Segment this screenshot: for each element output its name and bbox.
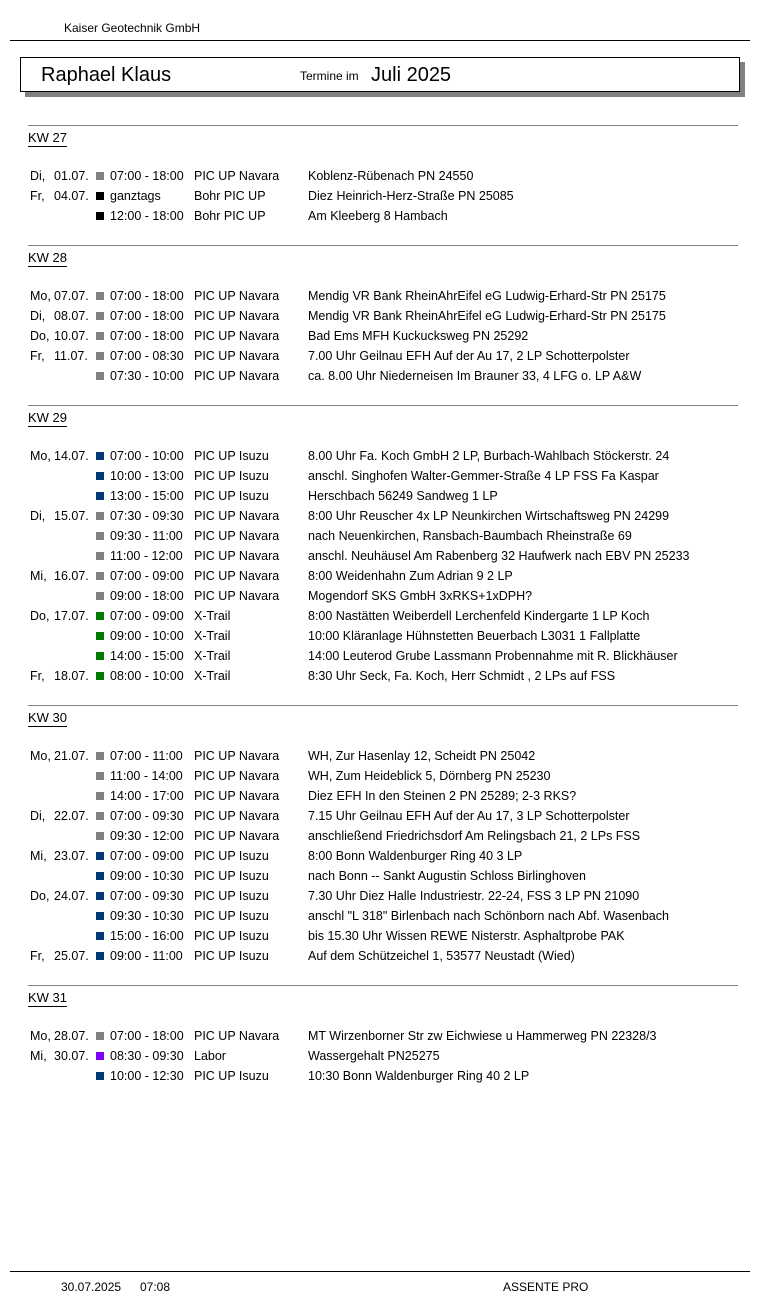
appointment-row[interactable] bbox=[28, 887, 738, 907]
time-range: 07:30 - 10:00 bbox=[110, 369, 184, 383]
description: Wassergehalt PN25275 bbox=[308, 1049, 440, 1063]
resource: PIC UP Navara bbox=[194, 529, 280, 543]
time-range: 14:00 - 15:00 bbox=[110, 649, 184, 663]
time-range: 07:00 - 18:00 bbox=[110, 169, 184, 183]
date: 14.07. bbox=[54, 449, 89, 463]
time-range: 09:00 - 18:00 bbox=[110, 589, 184, 603]
description: Herschbach 56249 Sandweg 1 LP bbox=[308, 489, 498, 503]
time-range: 07:00 - 18:00 bbox=[110, 1029, 184, 1043]
description: 8:00 Weidenhahn Zum Adrian 9 2 LP bbox=[308, 569, 513, 583]
resource: PIC UP Navara bbox=[194, 549, 280, 563]
time-range: 09:00 - 11:00 bbox=[110, 949, 183, 963]
weekday: Mi, bbox=[30, 849, 47, 863]
description: 8:00 Nastätten Weiberdell Lerchenfeld Kindergarte 1 LP Koch bbox=[308, 609, 650, 623]
week-section bbox=[28, 245, 738, 387]
resource-color-square-icon bbox=[96, 1032, 104, 1040]
resource-color-square-icon bbox=[96, 872, 104, 880]
weekday: Di, bbox=[30, 169, 46, 183]
resource: PIC UP Navara bbox=[194, 1029, 280, 1043]
resource: PIC UP Isuzu bbox=[194, 469, 269, 483]
weekday: Di, bbox=[30, 309, 46, 323]
week-label: KW 30 bbox=[28, 710, 68, 725]
resource-color-square-icon bbox=[96, 832, 104, 840]
resource: PIC UP Navara bbox=[194, 749, 280, 763]
weekday: Do, bbox=[30, 609, 50, 623]
resource: PIC UP Navara bbox=[194, 829, 280, 843]
resource-color-square-icon bbox=[96, 1052, 104, 1060]
resource: X-Trail bbox=[194, 609, 231, 623]
resource: Bohr PIC UP bbox=[194, 189, 266, 203]
weekday: Do, bbox=[30, 329, 50, 343]
resource-color-square-icon bbox=[96, 212, 104, 220]
weekday: Do, bbox=[30, 889, 50, 903]
weekday: Fr, bbox=[30, 949, 45, 963]
time-range: 07:00 - 11:00 bbox=[110, 749, 183, 763]
week-divider bbox=[28, 125, 738, 126]
time-range: 12:00 - 18:00 bbox=[110, 209, 184, 223]
time-range: 07:00 - 18:00 bbox=[110, 309, 184, 323]
time-range: 07:00 - 09:00 bbox=[110, 849, 184, 863]
time-range: 09:30 - 11:00 bbox=[110, 529, 183, 543]
date: 23.07. bbox=[54, 849, 89, 863]
resource-color-square-icon bbox=[96, 652, 104, 660]
description: anschließend Friedrichsdorf Am Relingsbach 21, 2 LPs FSS bbox=[308, 829, 641, 843]
appointment-row[interactable] bbox=[28, 867, 738, 887]
resource-color-square-icon bbox=[96, 632, 104, 640]
appointment-row[interactable] bbox=[28, 327, 738, 347]
date: 07.07. bbox=[54, 289, 89, 303]
resource: PIC UP Navara bbox=[194, 329, 280, 343]
resource: X-Trail bbox=[194, 649, 231, 663]
resource: PIC UP Isuzu bbox=[194, 849, 269, 863]
weekday: Di, bbox=[30, 809, 46, 823]
appointment-row[interactable] bbox=[28, 907, 738, 927]
appointment-row[interactable] bbox=[28, 367, 738, 387]
resource-color-square-icon bbox=[96, 612, 104, 620]
footer-divider bbox=[10, 1271, 750, 1272]
description: nach Neuenkirchen, Ransbach-Baumbach Rheinstraße 69 bbox=[308, 529, 632, 543]
week-section bbox=[28, 705, 738, 967]
appointment-row[interactable] bbox=[28, 587, 738, 607]
description: 14:00 Leuterod Grube Lassmann Probennahme mit R. Blickhäuser bbox=[308, 649, 678, 663]
week-label: KW 27 bbox=[28, 130, 68, 145]
appointment-row[interactable] bbox=[28, 447, 738, 467]
date: 18.07. bbox=[54, 669, 89, 683]
date: 24.07. bbox=[54, 889, 89, 903]
weekday: Mo, bbox=[30, 289, 51, 303]
appointment-row[interactable] bbox=[28, 567, 738, 587]
description: Mendig VR Bank RheinAhrEifel eG Ludwig-Erhard-Str PN 25175 bbox=[308, 309, 666, 323]
resource-color-square-icon bbox=[96, 312, 104, 320]
date: 28.07. bbox=[54, 1029, 89, 1043]
footer-time: 07:08 bbox=[140, 1280, 171, 1294]
resource-color-square-icon bbox=[96, 792, 104, 800]
weekday: Fr, bbox=[30, 349, 45, 363]
resource-color-square-icon bbox=[96, 292, 104, 300]
weekday: Mo, bbox=[30, 1029, 51, 1043]
footer-date: 30.07.2025 bbox=[61, 1280, 122, 1294]
resource-color-square-icon bbox=[96, 372, 104, 380]
resource: PIC UP Navara bbox=[194, 369, 280, 383]
description: Bad Ems MFH Kuckucksweg PN 25292 bbox=[308, 329, 529, 343]
resource: PIC UP Navara bbox=[194, 569, 280, 583]
week-divider bbox=[28, 705, 738, 706]
time-range: 08:30 - 09:30 bbox=[110, 1049, 184, 1063]
resource-color-square-icon bbox=[96, 892, 104, 900]
resource-color-square-icon bbox=[96, 912, 104, 920]
appointment-row[interactable] bbox=[28, 847, 738, 867]
description: 7.15 Uhr Geilnau EFH Auf der Au 17, 3 LP Schotterpolster bbox=[308, 809, 630, 823]
appointment-row[interactable] bbox=[28, 207, 738, 227]
date: 08.07. bbox=[54, 309, 89, 323]
appointment-list bbox=[28, 287, 738, 387]
time-range: 07:00 - 18:00 bbox=[110, 289, 184, 303]
appointment-row[interactable] bbox=[28, 467, 738, 487]
appointment-list bbox=[28, 167, 738, 227]
date: 11.07. bbox=[54, 349, 88, 363]
description: anschl. Neuhäusel Am Rabenberg 32 Haufwerk nach EBV PN 25233 bbox=[308, 549, 690, 563]
weekday: Di, bbox=[30, 509, 46, 523]
resource: Bohr PIC UP bbox=[194, 209, 266, 223]
time-range: 11:00 - 14:00 bbox=[110, 769, 183, 783]
title-subtitle: Termine im bbox=[300, 69, 359, 83]
appointment-row[interactable] bbox=[28, 307, 738, 327]
appointment-row[interactable] bbox=[28, 507, 738, 527]
time-range: 15:00 - 16:00 bbox=[110, 929, 184, 943]
weekday: Fr, bbox=[30, 189, 45, 203]
date: 04.07. bbox=[54, 189, 89, 203]
time-range: 10:00 - 12:30 bbox=[110, 1069, 184, 1083]
resource: PIC UP Navara bbox=[194, 289, 280, 303]
appointment-row[interactable] bbox=[28, 607, 738, 627]
weekday: Mo, bbox=[30, 449, 51, 463]
description: WH, Zur Hasenlay 12, Scheidt PN 25042 bbox=[308, 749, 536, 763]
week-divider bbox=[28, 985, 738, 986]
footer-app-name: ASSENTE PRO bbox=[503, 1280, 589, 1294]
weekday: Mo, bbox=[30, 749, 51, 763]
description: ca. 8.00 Uhr Niederneisen Im Brauner 33, 4 LFG o. LP A&W bbox=[308, 369, 642, 383]
time-range: 09:30 - 12:00 bbox=[110, 829, 184, 843]
description: Diez Heinrich-Herz-Straße PN 25085 bbox=[308, 189, 514, 203]
time-range: 07:00 - 09:30 bbox=[110, 889, 184, 903]
title-month: Juli 2025 bbox=[371, 64, 452, 86]
description: nach Bonn -- Sankt Augustin Schloss Birlinghoven bbox=[308, 869, 586, 883]
time-range: ganztags bbox=[110, 189, 161, 203]
appointment-row[interactable] bbox=[28, 627, 738, 647]
appointment-row[interactable] bbox=[28, 807, 738, 827]
appointment-row[interactable] bbox=[28, 827, 738, 847]
description: Auf dem Schützeichel 1, 53577 Neustadt (Wied) bbox=[308, 949, 575, 963]
appointment-row[interactable] bbox=[28, 1047, 738, 1067]
date: 30.07. bbox=[54, 1049, 89, 1063]
resource-color-square-icon bbox=[96, 772, 104, 780]
resource: PIC UP Isuzu bbox=[194, 929, 269, 943]
resource-color-square-icon bbox=[96, 952, 104, 960]
appointment-row[interactable] bbox=[28, 767, 738, 787]
description: anschl "L 318" Birlenbach nach Schönborn nach Abf. Wasenbach bbox=[308, 909, 669, 923]
resource-color-square-icon bbox=[96, 752, 104, 760]
resource: X-Trail bbox=[194, 629, 231, 643]
description: 10:30 Bonn Waldenburger Ring 40 2 LP bbox=[308, 1069, 530, 1083]
resource-color-square-icon bbox=[96, 352, 104, 360]
date: 17.07. bbox=[54, 609, 89, 623]
resource: X-Trail bbox=[194, 669, 231, 683]
resource: PIC UP Isuzu bbox=[194, 449, 269, 463]
company-name: Kaiser Geotechnik GmbH bbox=[64, 21, 201, 35]
resource: PIC UP Navara bbox=[194, 169, 280, 183]
weekday: Mi, bbox=[30, 1049, 47, 1063]
description: 7.00 Uhr Geilnau EFH Auf der Au 17, 2 LP Schotterpolster bbox=[308, 349, 630, 363]
description: 8:00 Bonn Waldenburger Ring 40 3 LP bbox=[308, 849, 523, 863]
appointment-row[interactable] bbox=[28, 647, 738, 667]
appointment-row[interactable] bbox=[28, 527, 738, 547]
time-range: 07:00 - 10:00 bbox=[110, 449, 184, 463]
resource: PIC UP Navara bbox=[194, 769, 280, 783]
time-range: 07:00 - 09:00 bbox=[110, 609, 184, 623]
time-range: 08:00 - 10:00 bbox=[110, 669, 184, 683]
resource-color-square-icon bbox=[96, 852, 104, 860]
time-range: 10:00 - 13:00 bbox=[110, 469, 184, 483]
description: 8:30 Uhr Seck, Fa. Koch, Herr Schmidt , 2 LPs auf FSS bbox=[308, 669, 616, 683]
appointment-row[interactable] bbox=[28, 1067, 738, 1087]
resource: PIC UP Isuzu bbox=[194, 489, 269, 503]
week-label: KW 31 bbox=[28, 990, 68, 1005]
description: anschl. Singhofen Walter-Gemmer-Straße 4 LP FSS Fa Kaspar bbox=[308, 469, 659, 483]
resource-color-square-icon bbox=[96, 552, 104, 560]
description: Koblenz-Rübenach PN 24550 bbox=[308, 169, 474, 183]
time-range: 07:30 - 09:30 bbox=[110, 509, 184, 523]
description: Am Kleeberg 8 Hambach bbox=[308, 209, 448, 223]
date: 22.07. bbox=[54, 809, 89, 823]
resource: PIC UP Navara bbox=[194, 309, 280, 323]
resource-color-square-icon bbox=[96, 512, 104, 520]
appointment-row[interactable] bbox=[28, 1027, 738, 1047]
appointment-row[interactable] bbox=[28, 947, 738, 967]
time-range: 09:00 - 10:00 bbox=[110, 629, 184, 643]
week-divider bbox=[28, 405, 738, 406]
description: MT Wirzenborner Str zw Eichwiese u Hammerweg PN 22328/3 bbox=[308, 1029, 657, 1043]
appointment-row[interactable] bbox=[28, 167, 738, 187]
weekday: Fr, bbox=[30, 669, 45, 683]
appointment-row[interactable] bbox=[28, 287, 738, 307]
time-range: 11:00 - 12:00 bbox=[110, 549, 183, 563]
week-label: KW 29 bbox=[28, 410, 68, 425]
appointment-row[interactable] bbox=[28, 927, 738, 947]
resource-color-square-icon bbox=[96, 592, 104, 600]
week-section bbox=[28, 985, 738, 1087]
description: 7.30 Uhr Diez Halle Industriestr. 22-24, FSS 3 LP PN 21090 bbox=[308, 889, 640, 903]
resource: PIC UP Isuzu bbox=[194, 889, 269, 903]
description: bis 15.30 Uhr Wissen REWE Nisterstr. Asphaltprobe PAK bbox=[308, 929, 625, 943]
appointment-row[interactable] bbox=[28, 187, 738, 207]
resource: PIC UP Isuzu bbox=[194, 909, 269, 923]
week-divider bbox=[28, 245, 738, 246]
resource-color-square-icon bbox=[96, 332, 104, 340]
time-range: 13:00 - 15:00 bbox=[110, 489, 184, 503]
date: 16.07. bbox=[54, 569, 89, 583]
resource: Labor bbox=[194, 1049, 226, 1063]
resource-color-square-icon bbox=[96, 172, 104, 180]
resource: PIC UP Isuzu bbox=[194, 949, 269, 963]
time-range: 07:00 - 08:30 bbox=[110, 349, 184, 363]
date: 25.07. bbox=[54, 949, 89, 963]
time-range: 09:00 - 10:30 bbox=[110, 869, 184, 883]
time-range: 07:00 - 18:00 bbox=[110, 329, 184, 343]
description: Mogendorf SKS GmbH 3xRKS+1xDPH? bbox=[308, 589, 533, 603]
resource-color-square-icon bbox=[96, 812, 104, 820]
resource-color-square-icon bbox=[96, 672, 104, 680]
resource: PIC UP Navara bbox=[194, 809, 280, 823]
appointment-row[interactable] bbox=[28, 747, 738, 767]
resource-color-square-icon bbox=[96, 1072, 104, 1080]
appointment-list bbox=[28, 747, 738, 967]
description: Diez EFH In den Steinen 2 PN 25289; 2-3 RKS? bbox=[308, 789, 577, 803]
week-section bbox=[28, 405, 738, 687]
resource: PIC UP Navara bbox=[194, 509, 280, 523]
week-section bbox=[28, 125, 738, 227]
appointment-row[interactable] bbox=[28, 667, 738, 687]
appointment-row[interactable] bbox=[28, 347, 738, 367]
appointment-list bbox=[28, 1027, 738, 1087]
date: 15.07. bbox=[54, 509, 89, 523]
time-range: 07:00 - 09:30 bbox=[110, 809, 184, 823]
title-box bbox=[20, 57, 740, 92]
header-divider bbox=[10, 40, 750, 41]
date: 01.07. bbox=[54, 169, 89, 183]
resource-color-square-icon bbox=[96, 192, 104, 200]
date: 21.07. bbox=[54, 749, 89, 763]
person-name: Raphael Klaus bbox=[41, 64, 172, 86]
resource-color-square-icon bbox=[96, 532, 104, 540]
week-label: KW 28 bbox=[28, 250, 68, 265]
resource-color-square-icon bbox=[96, 932, 104, 940]
appointment-row[interactable] bbox=[28, 487, 738, 507]
resource: PIC UP Navara bbox=[194, 349, 280, 363]
appointment-list bbox=[28, 447, 738, 687]
appointment-row[interactable] bbox=[28, 787, 738, 807]
resource: PIC UP Isuzu bbox=[194, 869, 269, 883]
resource-color-square-icon bbox=[96, 572, 104, 580]
description: Mendig VR Bank RheinAhrEifel eG Ludwig-Erhard-Str PN 25175 bbox=[308, 289, 666, 303]
resource: PIC UP Isuzu bbox=[194, 1069, 269, 1083]
appointment-row[interactable] bbox=[28, 547, 738, 567]
resource-color-square-icon bbox=[96, 472, 104, 480]
description: 10:00 Kläranlage Hühnstetten Beuerbach L3031 1 Fallplatte bbox=[308, 629, 641, 643]
description: WH, Zum Heideblick 5, Dörnberg PN 25230 bbox=[308, 769, 551, 783]
resource-color-square-icon bbox=[96, 452, 104, 460]
description: 8:00 Uhr Reuscher 4x LP Neunkirchen Wirtschaftsweg PN 24299 bbox=[308, 509, 670, 523]
date: 10.07. bbox=[54, 329, 89, 343]
resource-color-square-icon bbox=[96, 492, 104, 500]
resource: PIC UP Navara bbox=[194, 789, 280, 803]
description: 8.00 Uhr Fa. Koch GmbH 2 LP, Burbach-Wahlbach Stöckerstr. 24 bbox=[308, 449, 670, 463]
weekday: Mi, bbox=[30, 569, 47, 583]
time-range: 09:30 - 10:30 bbox=[110, 909, 184, 923]
time-range: 14:00 - 17:00 bbox=[110, 789, 184, 803]
time-range: 07:00 - 09:00 bbox=[110, 569, 184, 583]
resource: PIC UP Navara bbox=[194, 589, 280, 603]
